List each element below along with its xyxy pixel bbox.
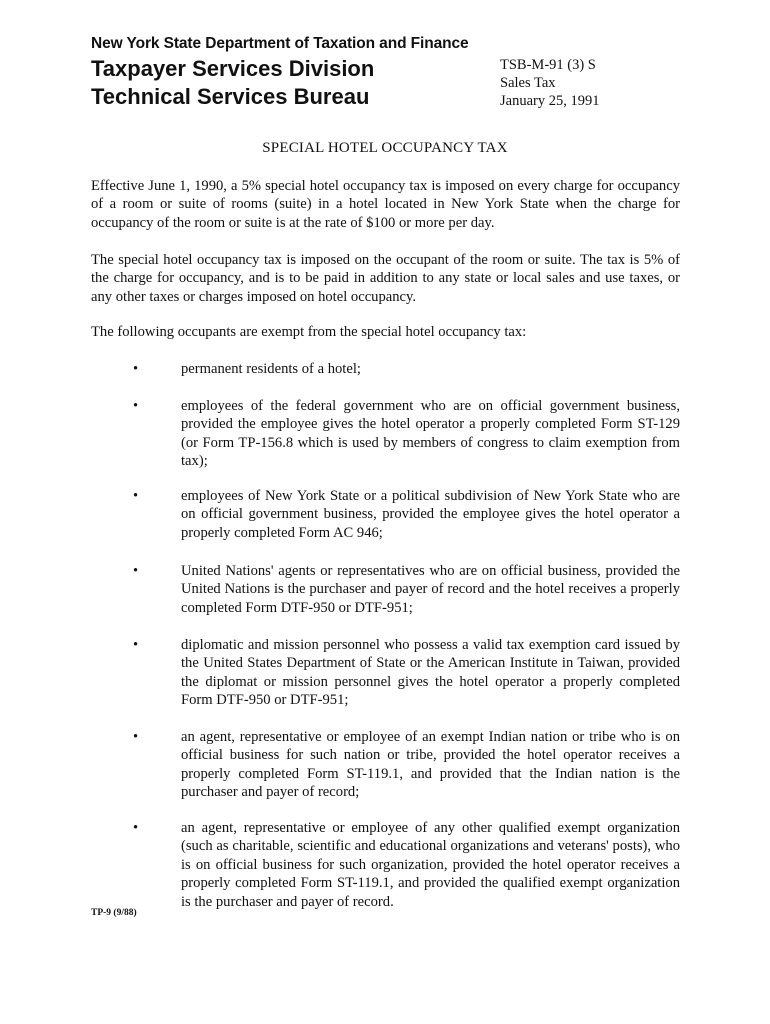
bureau-name: Technical Services Bureau (91, 84, 370, 109)
form-code: TP-9 (9/88) (91, 908, 137, 918)
division-name: Taxpayer Services Division (91, 56, 375, 81)
exemption-text: permanent residents of a hotel; (181, 361, 361, 377)
bullet-icon: • (133, 398, 139, 414)
bullet-icon: • (133, 820, 139, 836)
bulletin-meta (500, 56, 599, 110)
department-name: New York State Department of Taxation and Finance (91, 35, 469, 52)
exemption-text: United Nations' agents or representatives who are on official business, provided the United Nations is the purchaser and payer of record and the hotel receives a properly completed Form DTF-950 or DTF-951; (181, 563, 680, 616)
bullet-icon: • (133, 729, 139, 745)
exemption-text: employees of New York State or a political subdivision of New York State who are on official government business, provided the employee gives the hotel operator a properly completed Form AC 946; (181, 488, 680, 541)
paragraph-exempt-intro: The following occupants are exempt from the special hotel occupancy tax: (91, 324, 527, 340)
bullet-icon: • (133, 361, 139, 377)
bulletin-number: TSB-M-91 (3) S (500, 57, 596, 73)
exemption-text: an agent, representative or employee of any other qualified exempt organization (such as charitable, scientific and educational organizations and veterans' posts), who is on official business for such organization, provided the hotel operator receives a properly completed Form ST-119.1, and provided the qualified exempt organization is the purchaser and payer of record. (181, 820, 680, 910)
exemption-text: diplomatic and mission personnel who possess a valid tax exemption card issued by the United States Department of State or the American Institute in Taiwan, provided the diplomat or mission personnel gives the hotel operator a properly completed Form DTF-950 or DTF-951; (181, 637, 680, 709)
bullet-icon: • (133, 637, 139, 653)
bulletin-date: January 25, 1991 (500, 93, 600, 109)
document-title: SPECIAL HOTEL OCCUPANCY TAX (262, 140, 508, 156)
exemption-text: employees of the federal government who are on official government business, provided the employee gives the hotel operator a properly completed Form ST-129 (or Form TP-156.8 which is used by members of congress to claim exemption from tax); (181, 398, 680, 470)
paragraph-tax-imposition: The special hotel occupancy tax is imposed on the occupant of the room or suite. The tax is 5% of the charge for occupancy, and is to be paid in addition to any state or local sales and use taxes, or any other taxes or charges imposed on hotel occupancy. (91, 252, 680, 305)
exemption-text: an agent, representative or employee of an exempt Indian nation or tribe who is on official business for such nation or tribe, provided the hotel operator receives a properly completed Form ST-119.1, and provided that the Indian nation is the purchaser and payer of record; (181, 729, 680, 801)
bullet-icon: • (133, 488, 139, 504)
bulletin-category: Sales Tax (500, 75, 556, 91)
bullet-icon: • (133, 563, 139, 579)
paragraph-effective-date: Effective June 1, 1990, a 5% special hotel occupancy tax is imposed on every charge for occupancy of a room or suite of rooms (suite) in a hotel located in New York State when the charge for occupancy of the room or suite is at the rate of $100 or more per day. (91, 178, 680, 231)
